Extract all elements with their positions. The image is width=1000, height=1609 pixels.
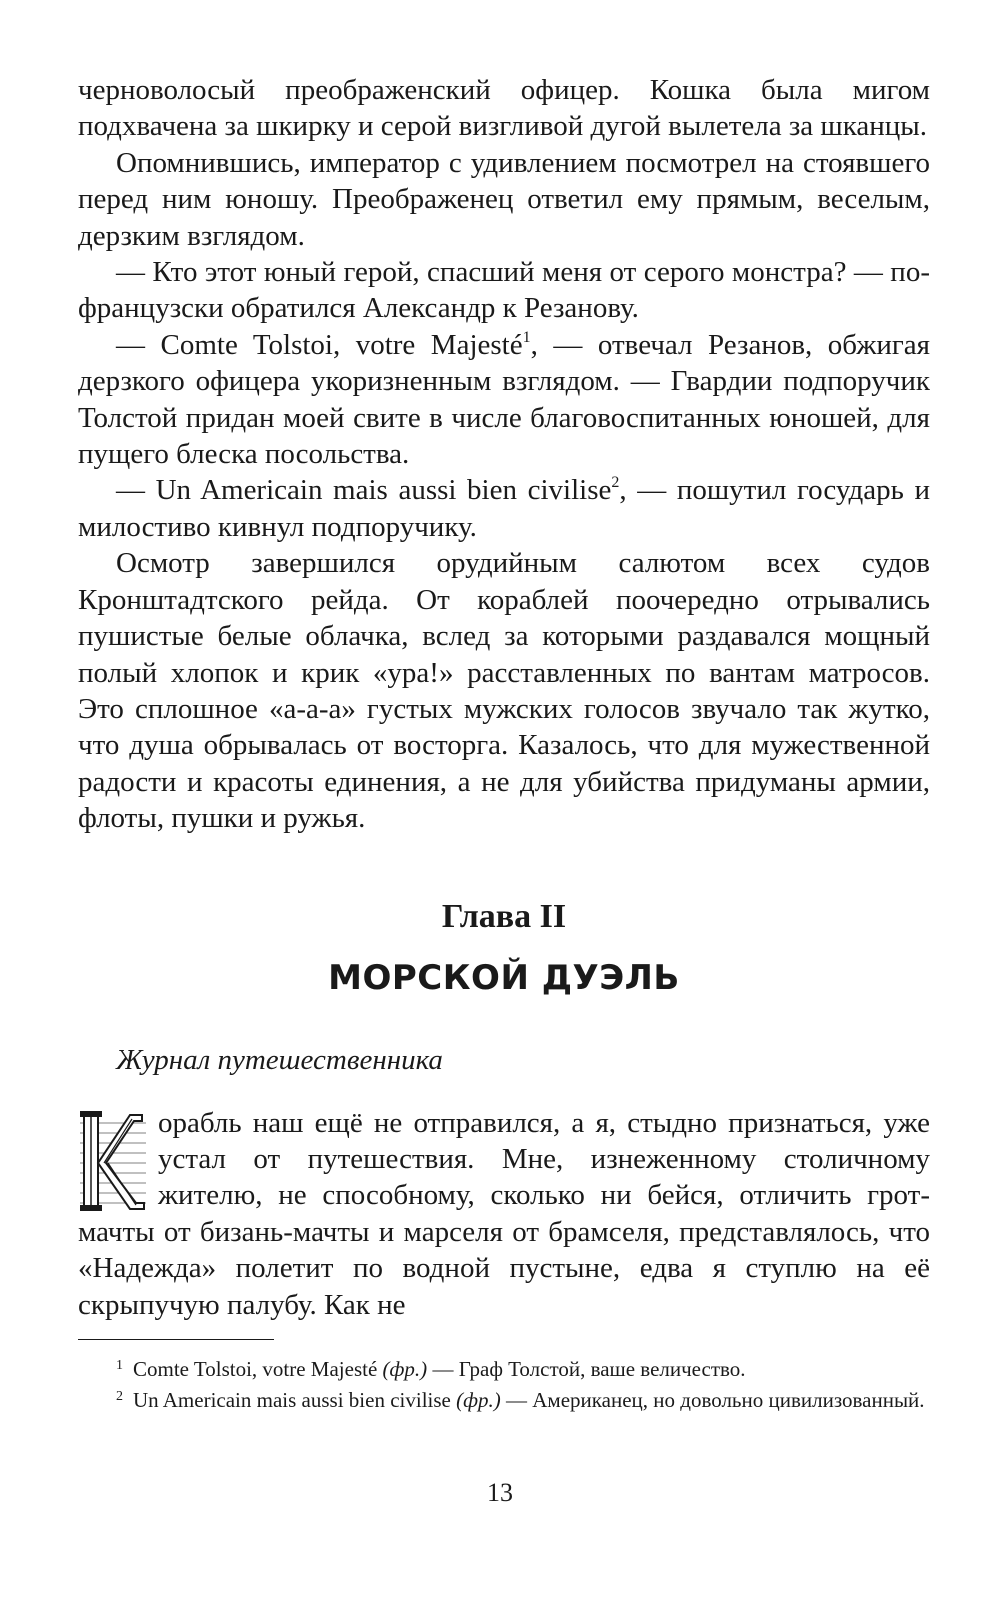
paragraph: черноволосый преображенский офицер. Кошка была мигом подхвачена за шкирку и серой визгливой дугой вылетела за шканцы.	[78, 74, 930, 143]
footnote-language: (фр.)	[456, 1387, 501, 1412]
dialogue-paragraph	[78, 327, 930, 473]
paragraph: Опомнившись, император с удивлением посмотрел на стоявшего перед ним юношу. Преображенец ответил ему прямым, веселым, дерзким взглядом.	[78, 146, 930, 252]
dialogue-paragraph	[78, 472, 930, 545]
footnote	[78, 1383, 930, 1414]
book-page	[78, 72, 930, 1414]
footnote-translation: — Граф Толстой, ваше величество.	[432, 1356, 746, 1381]
dropcap-paragraph-text: орабль наш ещё не отправился, а я, стыдно признаться, уже устал от путешествия. Мне, изнеженному столичному жителю, не способному, сколько ни бейся, отличить грот-мачты от бизань-мачты и марселя от брамселя, представлялось, что «Надежда» полетит по водной пустыне, едва я ступлю на её скрыпучую палубу. Как не	[78, 1106, 930, 1321]
footnote-source: Un Americain mais aussi bien civilise	[133, 1387, 451, 1412]
section-subheading: Журнал путешественника	[116, 1043, 443, 1076]
body-text	[78, 72, 930, 837]
footnote	[78, 1352, 930, 1383]
footnote-number: 1	[116, 1357, 123, 1373]
dropcap-initial	[78, 1109, 148, 1213]
footnote-ref: 2	[611, 474, 620, 492]
paragraph: — Кто этот юный герой, спасший меня от серого монстра? — по-французски обратился Александр к Резанову.	[78, 256, 930, 325]
footnote-source: Comte Tolstoi, votre Majesté	[133, 1356, 378, 1381]
dropcap-paragraph	[78, 1105, 930, 1323]
dialogue-text: , — отвечал Резанов, обжигая дерзкого офицера укоризненным взглядом. — Гвардии подпоручик Толстой придан моей свите в числе благовоспитанных юношей, для пущего блеска посольства.	[78, 328, 930, 471]
dialogue-text: , — пошутил государь и милостиво кивнул подпоручику.	[78, 474, 930, 543]
page-number: 13	[487, 1478, 513, 1507]
footnotes	[78, 1352, 930, 1414]
chapter-number: Глава II	[441, 897, 567, 935]
footnote-translation: — Американец, но довольно цивилизованный.	[506, 1387, 925, 1412]
paragraph: Осмотр завершился орудийным салютом всех судов Кронштадтского рейда. От кораблей поочередно отрывались пушистые белые облачка, вслед за которыми раздавался мощный полый хлопок и крик «ура!» расставленных по вантам матросов. Это сплошное «а-а-а» густых мужских голосов звучало так жутко, что душа обрывалась от восторга. Казалось, что для мужественной радости и красоты единения, а не для убийства придуманы армии, флоты, пушки и ружья.	[78, 547, 930, 835]
footnote-ref: 1	[522, 328, 531, 346]
footnote-language: (фр.)	[382, 1356, 428, 1381]
dialogue-text: — Un Americain mais aussi bien civilise	[116, 474, 612, 507]
footnote-number: 2	[116, 1388, 123, 1404]
chapter-title: МОРСКОЙ ДУЭЛЬ	[328, 957, 680, 998]
footnote-divider	[78, 1339, 274, 1340]
dialogue-text: — Comte Tolstoi, votre Majesté	[116, 328, 523, 361]
